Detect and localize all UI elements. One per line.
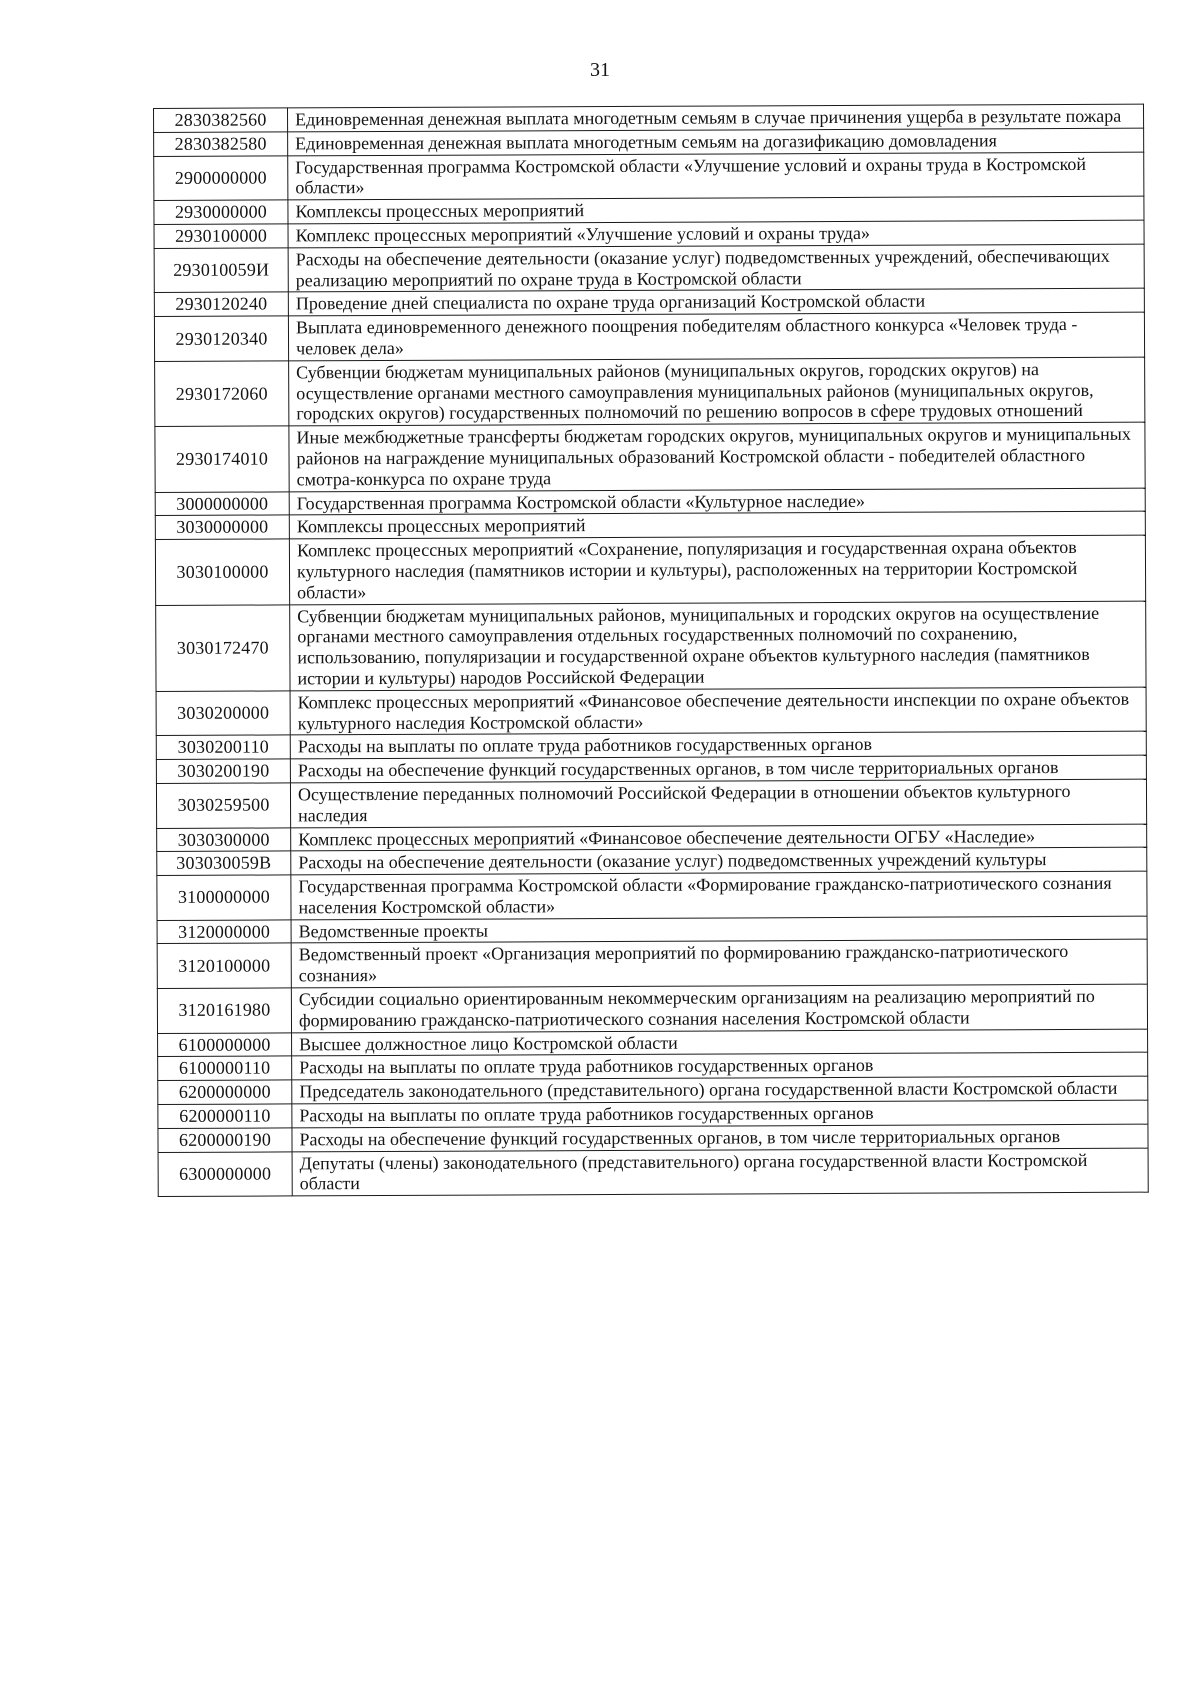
row-code-cell: 6200000110 [158, 1104, 292, 1128]
row-code-cell: 2930174010 [155, 426, 289, 492]
row-code-cell: 2930120340 [154, 316, 288, 361]
row-code-cell: 2930172060 [155, 361, 289, 427]
budget-codes-table [153, 104, 1149, 1198]
row-code-cell: 3000000000 [155, 491, 289, 515]
row-name-cell: Осуществление переданных полномочий Российской Федерации в отношении объектов культурного наследия [290, 779, 1146, 827]
row-name-cell: Иные межбюджетные трансферты бюджетам городских округов, муниципальных округов и муниципальных районов на награждение муниципальных образований Костромской области - победителей областного смотра-конкурса по охране труда [289, 422, 1145, 491]
table-row [156, 779, 1146, 828]
row-code-cell: 3030200190 [156, 759, 290, 783]
row-name-cell: Расходы на выплаты по оплате труда работников государственных органов [292, 1100, 1148, 1128]
row-name-cell: Председатель законодательного (представительного) органа государственной власти Костромской области [292, 1076, 1148, 1104]
row-name-cell: Комплекс процессных мероприятий «Улучшение условий и охраны труда» [288, 220, 1144, 248]
row-code-cell: 3120000000 [157, 920, 291, 944]
row-name-cell: Комплекс процессных мероприятий «Финансовое обеспечение деятельности ОГБУ «Наследие» [291, 824, 1147, 852]
row-code-cell: 3030100000 [155, 539, 289, 605]
row-code-cell: 2900000000 [154, 156, 288, 201]
table-row [155, 535, 1145, 605]
row-name-cell: Субвенции бюджетам муниципальных районов (муниципальных округов, городских округов) на осуществление органами местного самоуправления муниципальных районов (муниципальных округов, городских округов) государственных полномочий по решению вопросов в сфере трудовых отношений [289, 357, 1145, 426]
table-row [155, 357, 1145, 427]
row-code-cell: 293010059И [154, 248, 288, 293]
row-name-cell: Комплекс процессных мероприятий «Сохранение, популяризация и государственная охрана объектов культурного наследия (памятников истории и культуры), расположенных на территории Костромской области» [289, 535, 1145, 604]
table-row [155, 422, 1145, 492]
table-row [154, 312, 1144, 361]
table-row [158, 1148, 1148, 1197]
row-code-cell: 2830382580 [154, 132, 288, 156]
table-row [154, 244, 1144, 293]
row-code-cell: 3030172470 [156, 604, 290, 691]
row-name-cell: Субсидии социально ориентированным некоммерческим организациям на реализацию мероприятий по формированию гражданско-патриотического сознания населения Костромской области [291, 984, 1147, 1032]
row-code-cell: 3030259500 [156, 783, 290, 828]
row-name-cell: Государственная программа Костромской области «Культурное наследие» [289, 488, 1145, 516]
row-code-cell: 3030200000 [156, 691, 290, 736]
row-code-cell: 6200000000 [158, 1080, 292, 1104]
row-code-cell: 6100000000 [158, 1033, 292, 1057]
row-name-cell: Высшее должностное лицо Костромской области [292, 1029, 1148, 1057]
row-name-cell: Расходы на выплаты по оплате труда работников государственных органов [292, 1053, 1148, 1081]
row-code-cell: 3030300000 [157, 827, 291, 851]
row-code-cell: 3030000000 [155, 515, 289, 539]
row-name-cell: Комплекс процессных мероприятий «Финансовое обеспечение деятельности инспекции по охране объектов культурного наследия Костромской области» [290, 687, 1146, 735]
row-name-cell: Ведомственные проекты [291, 916, 1147, 944]
row-code-cell: 3030200110 [156, 735, 290, 759]
table-row [157, 940, 1147, 989]
row-code-cell: 303030059В [157, 851, 291, 875]
row-name-cell: Депутаты (члены) законодательного (представительного) органа государственной власти Костромской области [292, 1148, 1148, 1196]
row-code-cell: 6300000000 [158, 1152, 292, 1197]
row-name-cell: Расходы на обеспечение функций государственных органов, в том числе территориальных органов [292, 1124, 1148, 1152]
row-name-cell: Единовременная денежная выплата многодетным семьям в случае причинения ущерба в результате пожара [288, 104, 1144, 132]
row-name-cell: Расходы на выплаты по оплате труда работников государственных органов [290, 731, 1146, 759]
table-row [157, 984, 1147, 1033]
row-name-cell: Государственная программа Костромской области «Формирование гражданско-патриотического сознания населения Костромской области» [291, 871, 1147, 919]
row-code-cell: 3120161980 [157, 988, 291, 1033]
row-name-cell: Субвенции бюджетам муниципальных районов, муниципальных и городских округов на осуществление органами местного самоуправления отдельных государственных полномочий по сохранению, использованию, популяризации и государственной охране объектов культурного наследия (памятников истории и культуры) народов Российской Федерации [290, 601, 1146, 691]
row-code-cell: 3100000000 [157, 875, 291, 920]
row-code-cell: 2930100000 [154, 224, 288, 248]
row-code-cell: 2930000000 [154, 200, 288, 224]
row-name-cell: Государственная программа Костромской области «Улучшение условий и охраны труда в Костромской области» [288, 152, 1144, 200]
table-body [154, 104, 1149, 1197]
table-row [157, 871, 1147, 920]
page-number: 31 [590, 59, 610, 81]
row-code-cell: 6200000190 [158, 1128, 292, 1152]
row-name-cell: Комплексы процессных мероприятий [288, 196, 1144, 224]
row-code-cell: 3120100000 [157, 943, 291, 988]
row-name-cell: Комплексы процессных мероприятий [289, 512, 1145, 540]
row-name-cell: Единовременная денежная выплата многодетным семьям на догазификацию домовладения [288, 128, 1144, 156]
row-code-cell: 2830382560 [154, 108, 288, 132]
row-name-cell: Выплата единовременного денежного поощрения победителям областного конкурса «Человек труда - человек дела» [288, 312, 1144, 360]
row-name-cell: Расходы на обеспечение деятельности (оказание услуг) подведомственных учреждений, обеспечивающих реализацию мероприятий по охране труда в Костромской области [288, 244, 1144, 292]
table-row [156, 687, 1146, 736]
row-name-cell: Проведение дней специалиста по охране труда организаций Костромской области [288, 289, 1144, 317]
row-code-cell: 2930120240 [154, 292, 288, 316]
row-name-cell: Расходы на обеспечение функций государственных органов, в том числе территориальных органов [290, 755, 1146, 783]
row-code-cell: 6100000110 [158, 1056, 292, 1080]
table-row [154, 152, 1144, 201]
row-name-cell: Расходы на обеспечение деятельности (оказание услуг) подведомственных учреждений культуры [291, 847, 1147, 875]
table-row [156, 601, 1146, 692]
row-name-cell: Ведомственный проект «Организация мероприятий по формированию гражданско-патриотического сознания» [291, 940, 1147, 988]
